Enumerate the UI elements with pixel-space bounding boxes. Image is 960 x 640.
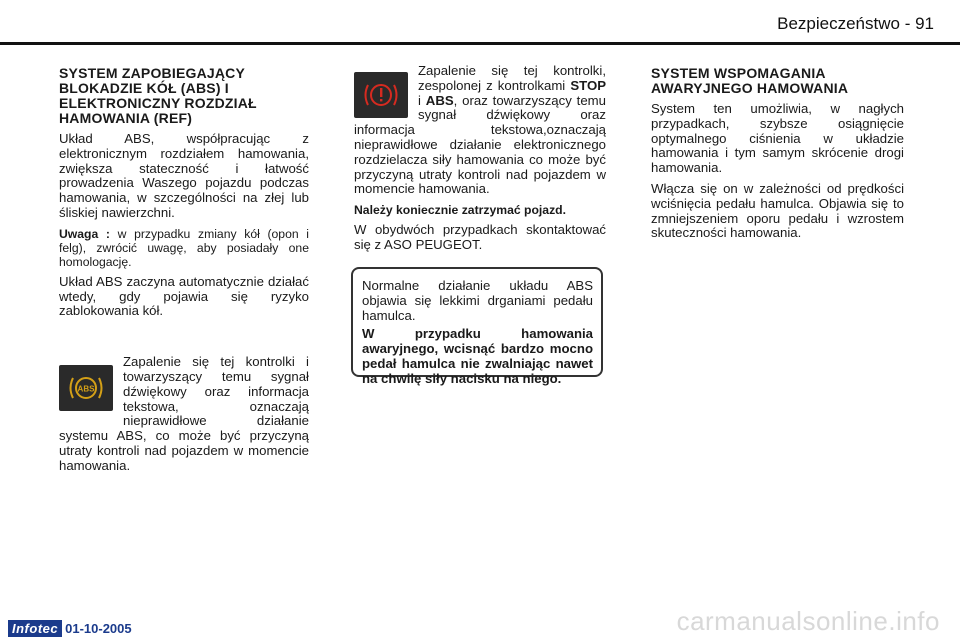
infotec-logo: Infotec (8, 620, 62, 637)
column-abs (59, 66, 309, 480)
notice-paragraph-1: Normalne działanie układu ABS objawia się lekkimi drganiami pedału hamulca. (362, 278, 593, 323)
abs-label: ABS (425, 92, 454, 108)
abs-warning-icon (59, 365, 113, 411)
brake-warning-icon (354, 72, 408, 118)
stop-vehicle-text: Należy koniecznie zatrzymać pojazd. (354, 203, 567, 218)
brake-assist-paragraph-2: Włącza się on w zależności od prędkości wciśnięcia pedału hamulca. Objawia się to zmniejszeniem oporu pedału i wzrostem skuteczności hamowania. (651, 180, 904, 241)
column-ref (354, 64, 606, 259)
abs-note (59, 227, 309, 269)
watermark: carmanualsonline.info (676, 606, 940, 636)
stop-label: STOP (570, 77, 606, 93)
abs-paragraph-2: Układ ABS zaczyna automatycznie działać wtedy, gdy pojawia się ryzyko zablokowania kół. (59, 273, 309, 319)
page-header: Bezpieczeństwo - 91 (777, 14, 934, 33)
and-text: i (418, 92, 426, 108)
abs-warning-paragraph (59, 355, 309, 473)
note-label: Uwaga : (59, 226, 110, 241)
footer-date: 01-10-2005 (65, 620, 132, 636)
brake-assist-paragraph-1: System ten umożliwia, w nagłych przypadkach, szybsze osiągnięcie optymalnego ciśnienia w układzie hamowania i tym samym skrócenie drogi hamowania. (651, 101, 904, 176)
footer-brand (8, 620, 132, 636)
header-rule (0, 42, 960, 45)
brake-assist-heading: SYSTEM WSPOMAGANIA AWARYJNEGO HAMOWANIA (651, 65, 849, 96)
ref-text-a: Zapalenie się tej kontrolki, zespolonej z kontrolkami (418, 63, 606, 93)
notice-paragraph-2: W przypadku hamowania awaryjnego, wcisnąć bardzo mocno pedał hamulca nie zwalniając nawet na chwilę siły nacisku na niego. (362, 326, 593, 386)
column-brake-assist (651, 66, 904, 247)
ref-text-b: , oraz towarzyszący temu sygnał dźwiękowy oraz informacja tekstowa,oznaczają nieprawidłowe działanie elektronicznego rozdzielacza siły hamowania co może być przyczyną utraty kontroli nad pojazdem w momencie hamowania. (354, 92, 606, 197)
abs-notice-box (351, 267, 603, 386)
abs-warning-text: Zapalenie się tej kontrolki i towarzyszący temu sygnał dźwiękowy oraz informacja tekstowa, oznaczają nieprawidłowe działanie systemu ABS, co może być przyczyną utraty kontroli nad pojazdem w momencie hamowania. (59, 354, 309, 473)
note-text: w przypadku zmiany kół (opon i felg), zwrócić uwagę, aby posiadały one homologację. (59, 226, 309, 269)
abs-paragraph-1: Układ ABS, współpracując z elektronicznym rozdziałem hamowania, zwiększa stateczność i łatwość prowadzenia Waszego pojazdu podczas hamowania, w szczególności na złej lub śliskiej nawierzchni. (59, 131, 309, 220)
ref-warning-paragraph (354, 64, 606, 197)
abs-heading: SYSTEM ZAPOBIEGAJĄCY BLOKADZIE KÓŁ (ABS) I ELEKTRONICZNY ROZDZIAŁ HAMOWANIA (REF) (59, 65, 257, 126)
contact-text: W obydwóch przypadkach skontaktować się z ASO PEUGEOT. (354, 222, 606, 252)
spacer (59, 325, 309, 355)
svg-text:ABS: ABS (77, 384, 95, 394)
